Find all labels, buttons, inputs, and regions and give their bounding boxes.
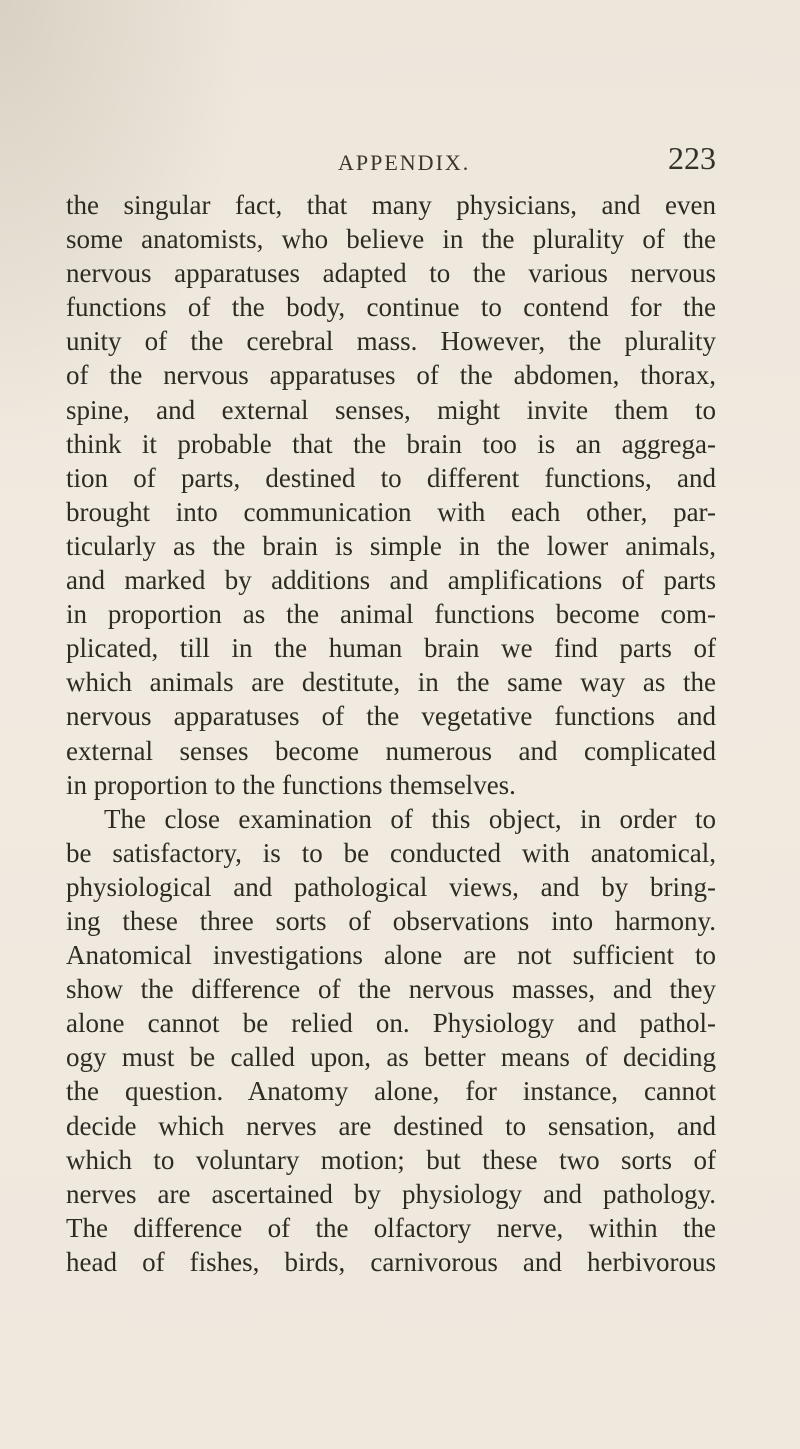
text-line: which to voluntary motion; but these two sorts of — [66, 1144, 716, 1175]
text-line: tion of parts, destined to different functions, and — [66, 462, 716, 493]
text-line: ogy must be called upon, as better means of deciding — [66, 1042, 716, 1073]
text-line: nervous apparatuses adapted to the various nervous — [66, 258, 716, 289]
text-line: which animals are destitute, in the same way as the — [66, 667, 716, 698]
text-line: Anatomical investigations alone are not sufficient to — [66, 940, 716, 971]
text-line: the singular fact, that many physicians, and even — [66, 190, 716, 220]
text-line: brought into communication with each other, par- — [66, 496, 716, 527]
text-line: be satisfactory, is to be conducted with anatomical, — [66, 837, 716, 868]
text-line: head of fishes, birds, carnivorous and herbivorous — [66, 1246, 716, 1277]
text-line: nervous apparatuses of the vegetative functions and — [66, 701, 716, 732]
text-line: some anatomists, who believe in the plurality of the — [66, 224, 716, 255]
running-head: APPENDIX. — [338, 150, 471, 175]
text-line: show the difference of the nervous masses, and they — [66, 974, 716, 1005]
text-line: unity of the cerebral mass. However, the plurality — [66, 326, 716, 357]
text-line: and marked by additions and amplifications of parts — [66, 565, 716, 596]
text-line: think it probable that the brain too is an aggrega- — [66, 428, 716, 459]
body-text — [66, 188, 716, 1279]
text-line: of the nervous apparatuses of the abdomen, thorax, — [66, 360, 716, 391]
text-line: the question. Anatomy alone, for instance, cannot — [66, 1076, 716, 1107]
text-line: The difference of the olfactory nerve, within the — [66, 1212, 716, 1243]
text-line: plicated, till in the human brain we find parts of — [66, 633, 716, 664]
text-line: ticularly as the brain is simple in the lower animals, — [66, 530, 716, 561]
text-line-paragraph-start: The close examination of this object, in order to — [104, 803, 716, 834]
text-line: nerves are ascertained by physiology and pathology. — [66, 1178, 716, 1209]
text-line: functions of the body, continue to contend for the — [66, 292, 716, 323]
page-header — [150, 138, 716, 178]
text-line: in proportion as the animal functions become com- — [66, 599, 716, 630]
text-line: external senses become numerous and complicated — [66, 735, 716, 766]
text-line: physiological and pathological views, and by bring- — [66, 871, 716, 902]
text-line-paragraph-end: in proportion to the functions themselves. — [66, 769, 516, 800]
page-number: 223 — [668, 140, 716, 176]
text-line: ing these three sorts of observations into harmony. — [66, 905, 716, 936]
text-line: decide which nerves are destined to sensation, and — [66, 1110, 716, 1141]
text-line: alone cannot be relied on. Physiology and pathol- — [66, 1008, 716, 1039]
text-line: spine, and external senses, might invite them to — [66, 394, 716, 425]
